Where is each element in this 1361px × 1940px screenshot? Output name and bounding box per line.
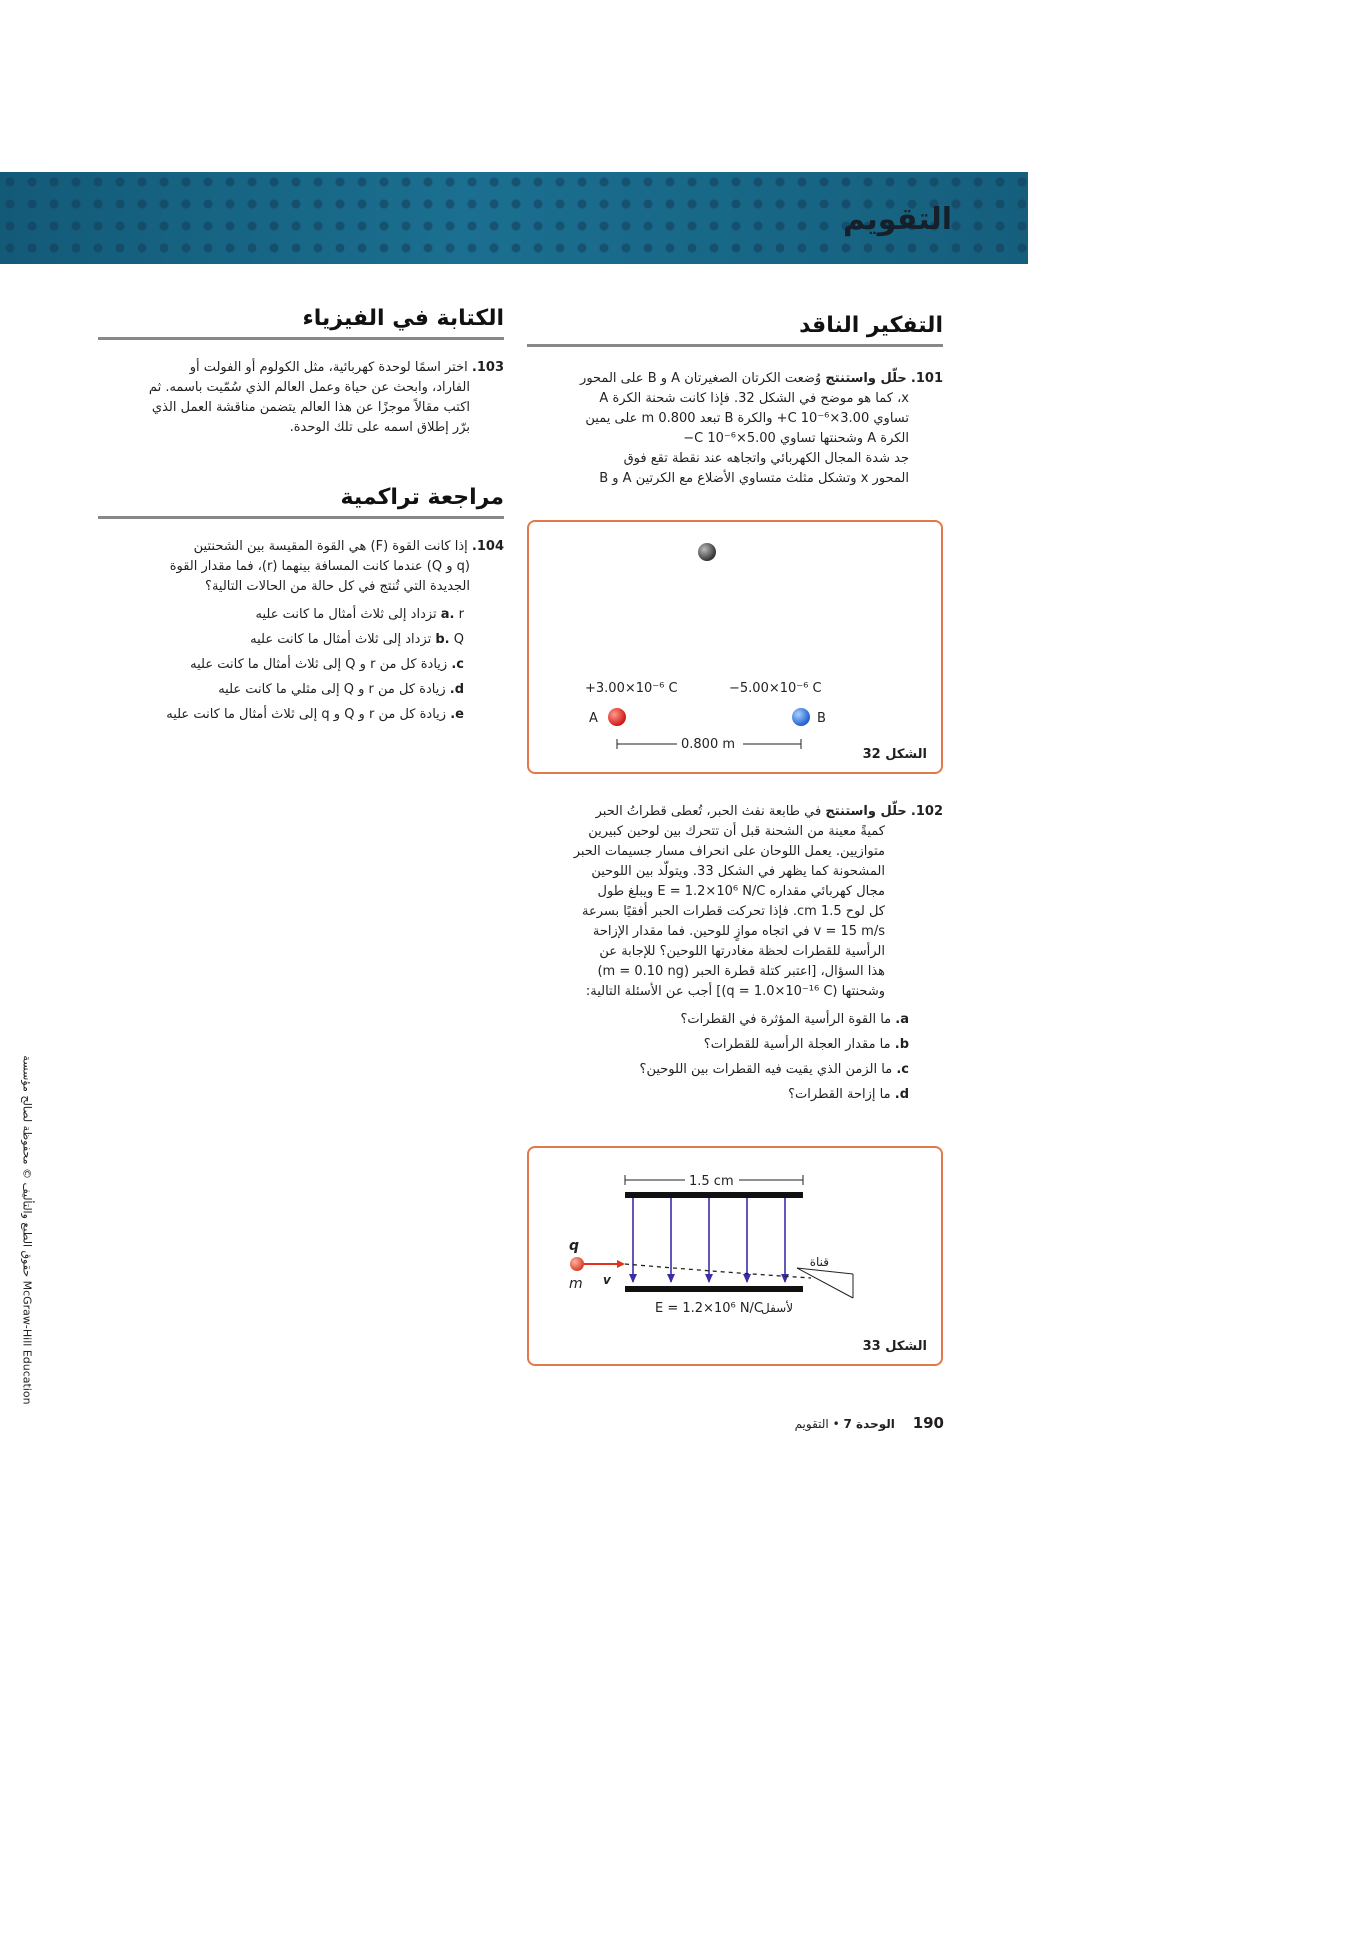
field-arrowheads — [629, 1274, 789, 1283]
question-text: متوازيين. يعمل اللوحان على انحراف مسار جسيمات الحبر — [573, 844, 885, 859]
footer-unit: الوحدة 7 — [843, 1417, 895, 1431]
sphere-b-label: B — [817, 711, 826, 726]
sub-question: b. Q تزداد إلى ثلاث أمثال ما كانت عليه — [250, 632, 464, 647]
sub-question: c. ما الزمن الذي يقيت فيه القطرات بين اللوحين؟ — [639, 1062, 909, 1077]
sub-question: a. ما القوة الرأسية المؤثرة في القطرات؟ — [680, 1012, 909, 1027]
question-text: كميةً معينة من الشحنة قبل أن تتحرك بين لوحين كبيرين — [588, 824, 885, 839]
channel-line-2 — [797, 1268, 853, 1298]
banner-title: التقويم — [843, 202, 952, 237]
question-number: 103. — [471, 360, 504, 375]
sphere-a — [608, 708, 626, 726]
sub-question: b. ما مقدار العجلة الرأسية للقطرات؟ — [703, 1037, 909, 1052]
section-title-review: مراجعة تراكمية — [98, 485, 504, 519]
question-text: جد شدة المجال الكهربائي واتجاهه عند نقطة تقع فوق — [623, 451, 909, 466]
figure-33-caption: الشكل 33 — [862, 1339, 927, 1354]
sphere-b — [792, 708, 810, 726]
test-point-sphere — [698, 543, 716, 561]
review-column — [98, 485, 504, 730]
figure-32-caption: الشكل 32 — [862, 747, 927, 762]
question-text: (q و Q) عندما كانت المسافة بينهما (r)، فما مقدار القوة — [169, 559, 470, 574]
figure-33 — [527, 1146, 943, 1366]
distance-label: 0.800 m — [681, 737, 736, 752]
question-text: إذا كانت القوة (F) هي القوة المقيسة بين الشحنتين — [193, 539, 468, 554]
field-direction-label: لأسفل — [761, 1301, 794, 1315]
question-text: اكتب مقالاً موجزًا عن هذا العالم يتضمن مناقشة العمل الذي — [151, 400, 470, 415]
figure-33-diagram — [529, 1148, 941, 1364]
question-number: 101. — [910, 371, 943, 386]
question-102-subs — [527, 1010, 943, 1105]
question-text: الفاراد، وابحث عن حياة وعمل العالم الذي سُمّيت باسمه. ثم — [148, 380, 470, 395]
question-text: وشحنتها (q = 1.0×10⁻¹⁶ C)] أجب عن الأسئلة التالية: — [585, 984, 885, 999]
question-verb: حلّل واستنتج — [825, 371, 907, 386]
question-103 — [98, 358, 504, 438]
sub-question: d. ما إزاحة القطرات؟ — [788, 1087, 909, 1102]
plate-length-label: 1.5 cm — [689, 1174, 734, 1189]
charge-a-label: +3.00×10⁻⁶ C — [585, 681, 678, 696]
ink-drop — [570, 1257, 584, 1271]
question-text: v = 15 m/s في اتجاه موازٍ للوحين. فما مقدار الإزاحة — [592, 924, 885, 939]
question-101 — [527, 369, 943, 489]
question-text: x، كما هو موضح في الشكل 32. فإذا كانت شحنة الكرة A — [599, 391, 909, 406]
chapter-banner — [0, 172, 1028, 264]
question-text: مجال كهربائي مقداره E = 1.2×10⁶ N/C ويبلغ طول — [597, 884, 885, 899]
velocity-arrowhead — [617, 1260, 625, 1268]
copyright-sidebar — [20, 1055, 34, 1405]
question-text: وُضعت الكرتان الصغيرتان A و B على المحور — [580, 371, 822, 386]
figure-32-diagram — [529, 522, 941, 772]
sub-question: e. زيادة كل من r و Q و q إلى ثلاث أمثال ما كانت عليه — [166, 707, 464, 722]
writing-column — [98, 306, 504, 438]
copyright-text: حقوق الطبع والتأليف © محفوظة لصالح مؤسسة McGraw-Hill Education — [20, 1055, 34, 1405]
section-title-critical: التفكير الناقد — [527, 313, 943, 347]
sub-question: d. زيادة كل من r و Q إلى مثلي ما كانت عليه — [218, 682, 464, 697]
question-text: اختر اسمًا لوحدة كهربائية، مثل الكولوم أو الفولت أو — [189, 360, 468, 375]
question-102 — [527, 802, 943, 1110]
sphere-a-label: A — [589, 711, 598, 726]
question-number: 104. — [471, 539, 504, 554]
question-text: الجديدة التي تُنتج في كل حالة من الحالات التالية؟ — [205, 579, 470, 594]
sub-question: a. r تزداد إلى ثلاث أمثال ما كانت عليه — [255, 607, 464, 622]
footer-section: التقويم — [794, 1417, 829, 1431]
question-text: في طابعة نفث الحبر، تُعطى قطراتُ الحبر — [595, 804, 822, 819]
sub-question: c. زيادة كل من r و Q إلى ثلاث أمثال ما كانت عليه — [190, 657, 464, 672]
question-text: المحور x وتشكل مثلث متساوي الأضلاع مع الكرتين A و B — [599, 471, 909, 486]
page-footer — [700, 1414, 944, 1432]
question-text: تساوي C 10⁻⁶×3.00+ والكرة B تبعد 0.800 m على يمين — [585, 411, 909, 426]
footer-bullet: • — [832, 1417, 840, 1431]
figure-32 — [527, 520, 943, 774]
field-label: E = 1.2×10⁶ N/C — [655, 1301, 764, 1316]
question-text: الرأسية للقطرات لحظة مغادرتها اللوحين؟ للإجابة عن — [599, 944, 885, 959]
question-104-subs — [98, 605, 504, 725]
question-text: الكرة A وشحنتها تساوي C 10⁻⁶×5.00− — [683, 431, 909, 446]
bottom-plate — [625, 1286, 803, 1292]
channel-label: قناة — [809, 1255, 829, 1269]
field-lines — [633, 1198, 785, 1282]
question-verb: حلّل واستنتج — [825, 804, 907, 819]
critical-thinking-column — [527, 313, 943, 489]
section-title-writing: الكتابة في الفيزياء — [98, 306, 504, 340]
charge-b-label: −5.00×10⁻⁶ C — [729, 681, 822, 696]
page-number: 190 — [912, 1414, 944, 1432]
top-plate — [625, 1192, 803, 1198]
question-text: كل لوح 1.5 cm. فإذا تحركت قطرات الحبر أفقيًا بسرعة — [581, 904, 885, 919]
velocity-label-v: v — [603, 1273, 611, 1287]
mass-label-m: m — [569, 1276, 583, 1292]
question-text: برّر إطلاق اسمه على تلك الوحدة. — [289, 420, 470, 435]
charge-label-q: q — [569, 1238, 580, 1254]
question-text: هذا السؤال، [اعتبر كتلة قطرة الحبر (m = 0.10 ng) — [597, 964, 885, 979]
question-number: 102. — [910, 804, 943, 819]
question-104 — [98, 537, 504, 725]
question-text: المشحونة كما يظهر في الشكل 33. ويتولّد بين اللوحين — [591, 864, 885, 879]
